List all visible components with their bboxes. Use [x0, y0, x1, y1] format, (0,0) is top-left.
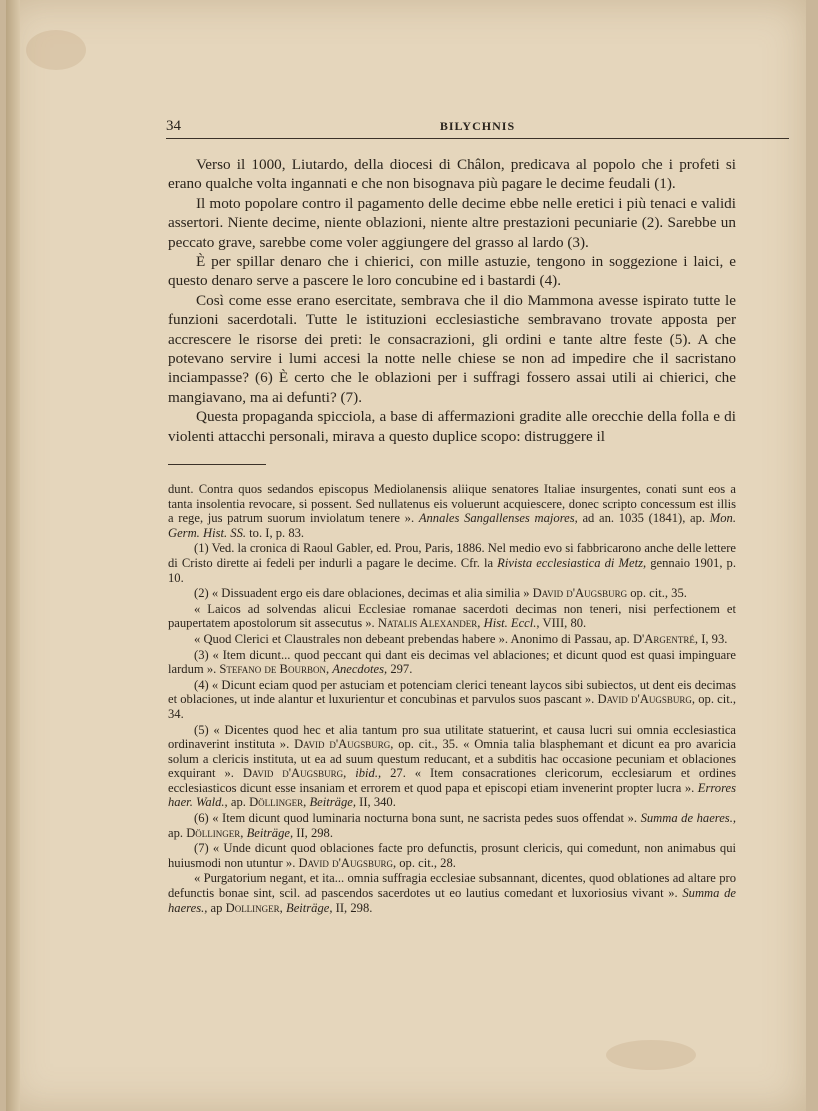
main-text — [168, 155, 736, 446]
footnote-2-continued: « Laicos ad solvendas alicui Ecclesiae romanae sacerdoti decimas non teneri, nisi perfectionem et paupertatem apostolorum sit assecutus ». Natalis Alexander, Hist. Eccl., VIII, 80. — [168, 601, 736, 631]
paragraph: È per spillar denaro che i chierici, con mille astuzie, tengono in soggezione i laici, e questo denaro serve a pascere le loro concubine ed i bastardi (4). — [168, 253, 736, 290]
paper-stain — [606, 1040, 696, 1070]
footnote-2-continued: « Quod Clerici et Claustrales non debeant prebendas habere ». Anonimo di Passau, ap. D'Argentré, I, 93. — [194, 631, 728, 646]
paragraph: Verso il 1000, Liutardo, della diocesi di Châlon, predicava al popolo che i profeti si erano qualche volta ingannati e che non bisognava più pagare le decime feudali (1). — [168, 156, 736, 193]
paragraph: Questa propaganda spicciola, a base di affermazioni gradite alle orecchie della folla e di violenti attacchi personali, mirava a questo duplice scopo: distruggere il — [168, 408, 736, 445]
footnote-2: (2) « Dissuadent ergo eis dare oblaciones, decimas et alia similia » David d'Augsburg op. cit., 35. — [194, 586, 687, 601]
running-title: BILYCHNIS — [439, 119, 516, 133]
page-number: 34 — [166, 118, 181, 134]
scanned-page — [6, 0, 806, 1111]
footnote-3: (3) « Item dicunt... quod peccant qui dant eis decimas vel ablaciones; et dicunt quod est quasi impinguare lardum ». Stefano de Bourbon, Anecdotes, 297. — [168, 647, 736, 677]
footnote-5: (5) « Dicentes quod hec et alia tantum pro sua utilitate statuerint, et causa lucri sui omnia ecclesiastica ordinaverint instituta ». David d'Augsburg, op. cit., 35. « Omnia talia blasphemant et dicunt ea pro avaricia solum a clericis instituta, ut ea ad suum questum reducant, et a subditis hac occasione pecuniam et oblaciones exquirant ». David d'Augsburg, ibid., 27. « Item consacrationes clericorum, ecclesiarum et ordines ecclesiasticos dicunt esse insaniam et errorem et quod papa et episcopi etiam invenerint propter lucra ». Errores haer. Wald., ap. Döllinger, Beiträge, II, 340. — [168, 722, 736, 810]
page-header — [166, 118, 789, 139]
paragraph: Così come esse erano esercitate, sembrava che il dio Mammona avesse ispirato tutte le funzioni sacerdotali. Tutte le istituzioni ecclesiastiche sembravano trovate apposta per accrescere le risorse dei preti: le consacrazioni, gli ordini e tante altre feste (5). A che potevano servire i lumi accesi la notte nelle chiese se non ad impedire che il sacristano inciampasse? (6) È certo che le oblazioni per i suffragi fossero assai utili ai chierici, che mangiavano, ma ai defunti? (7). — [168, 291, 736, 406]
footnote-7: (7) « Unde dicunt quod oblaciones facte pro defunctis, prosunt clericis, qui comedunt, non animabus qui huiusmodi non utuntur ». David d'Augsburg, op. cit., 28. — [168, 841, 736, 870]
footnote-separator — [168, 464, 266, 465]
paragraph: Il moto popolare contro il pagamento delle decime ebbe nelle eretici i più tenaci e validi assertori. Niente decime, niente oblazioni, niente altre prestazioni pecuniarie (2). Sarebbe un peccato grave, sarebbe come voler aggiungere del grasso al lardo (3). — [168, 194, 736, 251]
footnote-6: (6) « Item dicunt quod luminaria nocturna bona sunt, ne sacrista pedes suos offendat ». Summa de haeres., ap. Döllinger, Beiträge, II, 298. — [168, 811, 736, 840]
page-spine-shadow — [6, 0, 20, 1111]
footnote-7-continued: « Purgatorium negant, et ita... omnia suffragia ecclesiae subsannant, dicentes, quod oblationes ad altare pro defunctis bonae sint, scil. ad pascendos sacerdotes ut eo lautius comedant et luxoriosius vivant ». Summa de haeres., ap Dollinger, Beiträge, II, 298. — [168, 871, 736, 915]
footnotes — [168, 482, 736, 916]
footnote-continuation: dunt. Contra quos sedandos episcopus Mediolanensis aliique senatores Italiae insurgentes, conati sunt eos a tanta insolentia revocare, si possent. Sed nullatenus eis voluerunt acquiescere, donec scripto concessum est illis a rege, jus patrum suorum inviolatum tenere ». Annales Sangallenses majores, ad an. 1035 (1841), ap. Mon. Germ. Hist. SS. to. I, p. 83. — [168, 482, 736, 540]
paper-stain — [26, 30, 86, 70]
footnote-4: (4) « Dicunt eciam quod per astuciam et potenciam clerici teneant laycos sibi subiectos, ut dent eis decimas et oblaciones, ut inde alantur et luxurientur et concubinas et parvulos suos pascant ». David d'Augsburg, op. cit., 34. — [168, 677, 737, 721]
footnote-1: (1) Ved. la cronica di Raoul Gabler, ed. Prou, Paris, 1886. Nel medio evo si fabbricarono anche delle lettere di Cristo dirette ai fedeli per indurli a pagare le decime. Cfr. la Rivista ecclesiastica di Metz, gennaio 1901, p. 10. — [168, 541, 737, 585]
